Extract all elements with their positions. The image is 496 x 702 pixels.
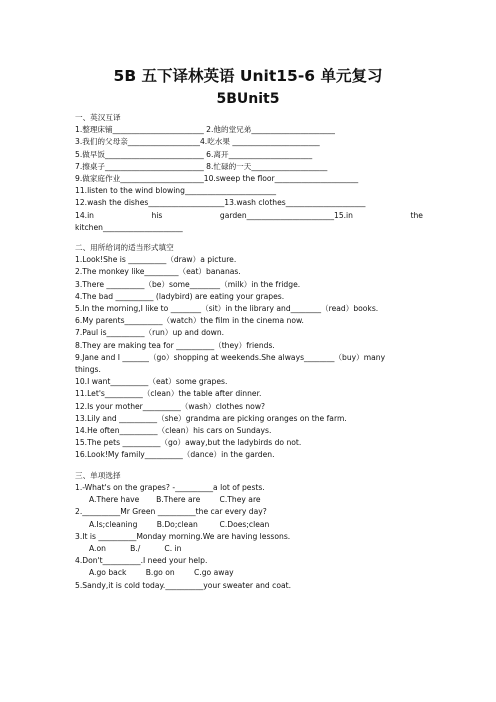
s1-line: 1.整理床铺________________________ 2.他的堂兄弟______________________ [75, 125, 335, 135]
s2-line: 7.Paul is__________（run）up and down. [75, 328, 225, 338]
s2-line: 14.He often__________（clean）his cars on Sundays. [75, 426, 272, 436]
s2-line: 13.Lily and __________（she）grandma are picking oranges on the farm. [75, 413, 347, 423]
s1-line: 11.listen to the wind blowing________________________ [75, 186, 277, 196]
s1-line: 12.wash the dishes____________________13.wash clothes_____________________ [75, 198, 366, 208]
s3-options: A.go back B.go on C.go away [89, 568, 234, 578]
s2-line: 11.Let's__________（clean）the table after dinner. [75, 389, 262, 399]
s1-line: 7.擦桌子__________________________ 8.忙碌的一天____________________ [75, 161, 328, 171]
s3-options: A.There have B.There are C.They are [89, 495, 261, 505]
s2-line: 5.In the morning,I like to ________（sit）in the library and________（read）books. [75, 304, 379, 314]
s1-line14-part: the [410, 210, 423, 220]
s2-line: 12.Is your mother__________（wash）clothes now? [75, 401, 266, 411]
s3-options: A.Is;cleaning B.Do;clean C.Does;clean [89, 519, 270, 529]
s1-line: 5.做早饭__________________________ 6.离开______________________ [75, 149, 313, 159]
s3-question: 3.It is __________Monday morning.We are having lessons. [75, 531, 291, 541]
s1-line14-part: 14.in [75, 210, 94, 220]
s2-line: 16.Look!My family__________（dance）in the garden. [75, 450, 275, 460]
section2-heading: 二、用所给词的适当形式填空 [75, 243, 174, 253]
s1-line: 3.我们的父母亲___________________4.吃水果 _______________________ [75, 137, 320, 147]
s3-question: 4.Don't__________.I need your help. [75, 556, 208, 566]
s2-line: things. [75, 365, 101, 375]
s3-question: 1.-What's on the grapes? -__________a lot of pests. [75, 482, 265, 492]
s2-line: 10.I want__________（eat）some grapes. [75, 377, 228, 387]
s3-options: A.on B./ C. in [89, 543, 182, 553]
s1-line14-part: garden_______________________15.in [219, 210, 353, 220]
s2-line: 9.Jane and I _______（go）shopping at weekends.She always________（buy）many [75, 352, 386, 362]
s1-line14-part: his [151, 210, 163, 220]
s2-line: 6.My parents__________（watch）the film in the cinema now. [75, 316, 304, 326]
s1-line-14 [75, 210, 423, 222]
s3-question: 5.Sandy,it is cold today.__________your sweater and coat. [75, 580, 292, 590]
page-title: 5B 五下译林英语 Unit15-6 单元复习 [113, 67, 383, 85]
page-subtitle: 5BUnit5 [216, 91, 280, 107]
s1-line: kitchen_____________________ [75, 222, 183, 232]
s1-line: 9.做家庭作业______________________10.sweep the floor______________________ [75, 174, 359, 184]
s2-line: 2.The monkey like_________（eat）bananas. [75, 267, 241, 277]
s2-line: 1.Look!She is __________（draw）a picture. [75, 255, 237, 265]
s2-line: 15.The pets __________（go）away,but the ladybirds do not. [75, 438, 302, 448]
section1-heading: 一、英汉互译 [75, 113, 121, 122]
worksheet-body [75, 112, 425, 592]
section3-heading: 三、单项选择 [75, 470, 121, 480]
s2-line: 3.There __________（be）some________（milk）in the fridge. [75, 279, 301, 289]
s2-line: 4.The bad __________ (ladybird) are eating your grapes. [75, 291, 285, 301]
s2-line: 8.They are making tea for __________（they）friends. [75, 340, 275, 350]
s3-question: 2.__________Mr Green __________the car every day? [75, 507, 267, 517]
